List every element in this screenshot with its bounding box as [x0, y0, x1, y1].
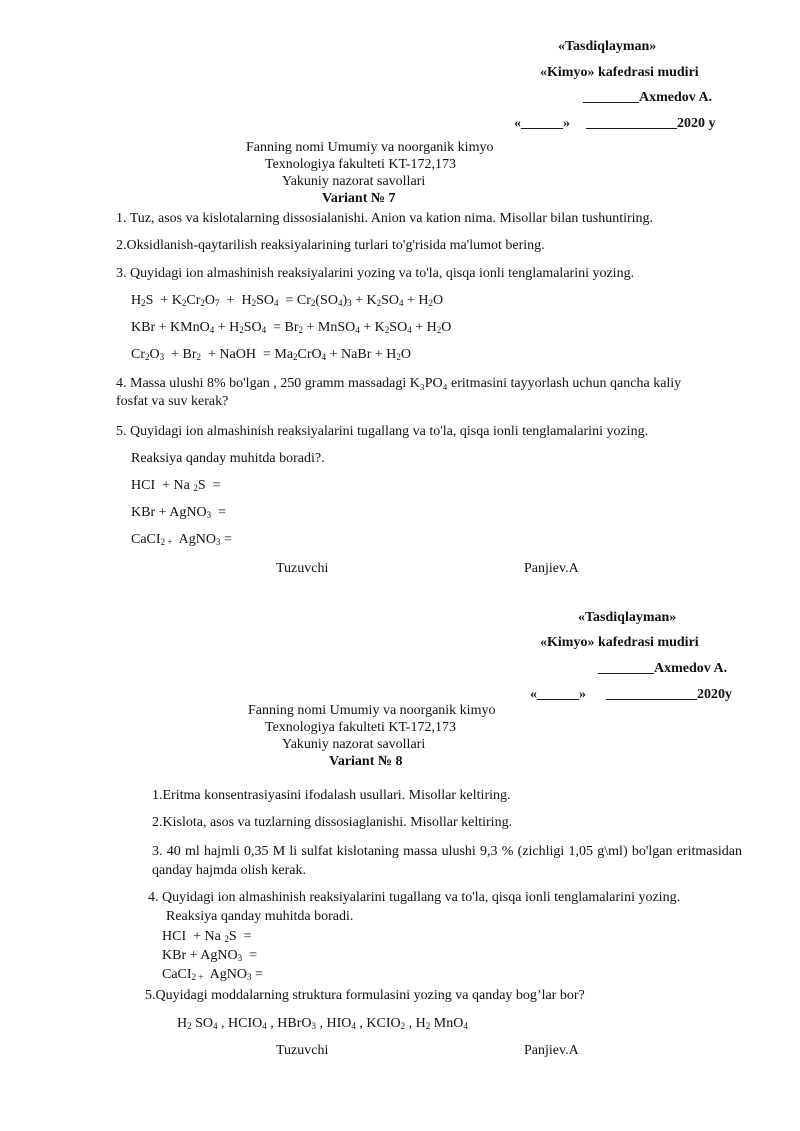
date-year: _____________2020 y [586, 116, 716, 131]
question-5: 5. Quyidagi ion almashinish reaksiyalarini tugallang va to'la, qisqa ionli tenglamalarini yozing. [116, 424, 649, 439]
faculty-line: Texnologiya fakulteti KT-172,173 [265, 720, 456, 735]
compound-list: $H_2$ $SO_4$ , $HCIO_4$ , HBrO$_3$ , $HIO_4$ , $KCIO_2$ , $H_2$ MnO$_4$ [177, 1016, 468, 1031]
department-head: «Kimyo» kafedrasi mudiri [540, 635, 699, 650]
date-year: _____________2020y [606, 687, 732, 702]
question-3: 3. Quyidagi ion almashinish reaksiyalarini yozing va to'la, qisqa ionli tenglamalarini yozing. [116, 266, 635, 281]
reaction-2: KBr + AgNO$_3$ = [131, 505, 226, 520]
reaction-medium-prompt: Reaksiya qanday muhitda boradi?. [131, 451, 325, 466]
compiler-name: Panjiev.A [524, 1043, 579, 1058]
subject-line: Fanning nomi Umumiy va noorganik kimyo [248, 703, 496, 718]
equation-2: KBr + KMnO$_4$ + $H_2SO_4 = Br_2$ + MnSO$_4$ + $K_2SO_4 + H_2O$ [131, 320, 452, 335]
question-2: 2.Oksidlanish-qaytarilish reaksiyalarining turlari to'g'risida ma'lumot bering. [116, 238, 545, 253]
compiler-label: Tuzuvchi [276, 561, 329, 576]
department-head: «Kimyo» kafedrasi mudiri [540, 65, 699, 80]
question-1: 1.Eritma konsentrasiyasini ifodalash usullari. Misollar keltiring. [152, 788, 511, 803]
faculty-line: Texnologiya fakulteti KT-172,173 [265, 157, 456, 172]
reaction-2: KBr + AgNO$_3$ = [162, 948, 257, 963]
question-1: 1. Tuz, asos va kislotalarning dissosialanishi. Anion va kation nima. Misollar bilan tushuntiring. [116, 211, 654, 226]
question-4: 4. Massa ulushi 8% bo'lgan , 250 gramm massadagi K₃PO₄ eritmasini tayyorlash uchun qancha kaliy fosfat va suv kerak? [116, 376, 682, 409]
exam-title: Yakuniy nazorat savollari [282, 737, 426, 752]
signer-name: ________Axmedov A. [598, 661, 728, 676]
approval-title: «Tasdiqlayman» [578, 610, 677, 625]
equation-1: $H_2S + K_2Cr_2O_7 + H_2SO_4 = Cr_2(SO_4)_3 + K_2SO_4 + H_2O$ [131, 293, 444, 308]
variant-title: Variant № 7 [322, 191, 396, 206]
reaction-1: HCI + Na $_2$S = [162, 929, 252, 944]
reaction-1: HCI + Na $_2$S = [131, 478, 221, 493]
question-4: 4. Quyidagi ion almashinish reaksiyalarini tugallang va to'la, qisqa ionli tenglamalarini yozing. [148, 890, 681, 905]
reaction-3: CaCI$_{2 +}$ AgNO$_3$ = [131, 532, 232, 547]
compiler-name: Panjiev.A [524, 561, 579, 576]
variant-title: Variant № 8 [329, 754, 403, 769]
date-day: «______» [530, 687, 586, 702]
reaction-medium-prompt: Reaksiya qanday muhitda boradi. [166, 909, 354, 924]
approval-title: «Tasdiqlayman» [558, 39, 657, 54]
question-2: 2.Kislota, asos va tuzlarning dissosiaglanishi. Misollar keltiring. [152, 815, 513, 830]
compiler-label: Tuzuvchi [276, 1043, 329, 1058]
signer-name: ________Axmedov A. [583, 90, 713, 105]
question-5: 5.Quyidagi moddalarning struktura formulasini yozing va qanday bog’lar bor? [145, 988, 585, 1003]
equation-3: $Cr_2O_3 + Br_2$ + NaOH = $Ma_2CrO_4$ + NaBr + $H_2O$ [131, 347, 412, 362]
question-3: 3. 40 ml hajmli 0,35 M li sulfat kislotaning massa ulushi 9,3 % (zichligi 1,05 g\ml) bo'lgan eritmasidan qanday hajmda olish kerak. [152, 844, 742, 878]
reaction-3: CaCI$_{2 +}$ AgNO$_3$ = [162, 967, 263, 982]
exam-title: Yakuniy nazorat savollari [282, 174, 426, 189]
subject-line: Fanning nomi Umumiy va noorganik kimyo [246, 140, 494, 155]
date-day: «______» [514, 116, 570, 131]
